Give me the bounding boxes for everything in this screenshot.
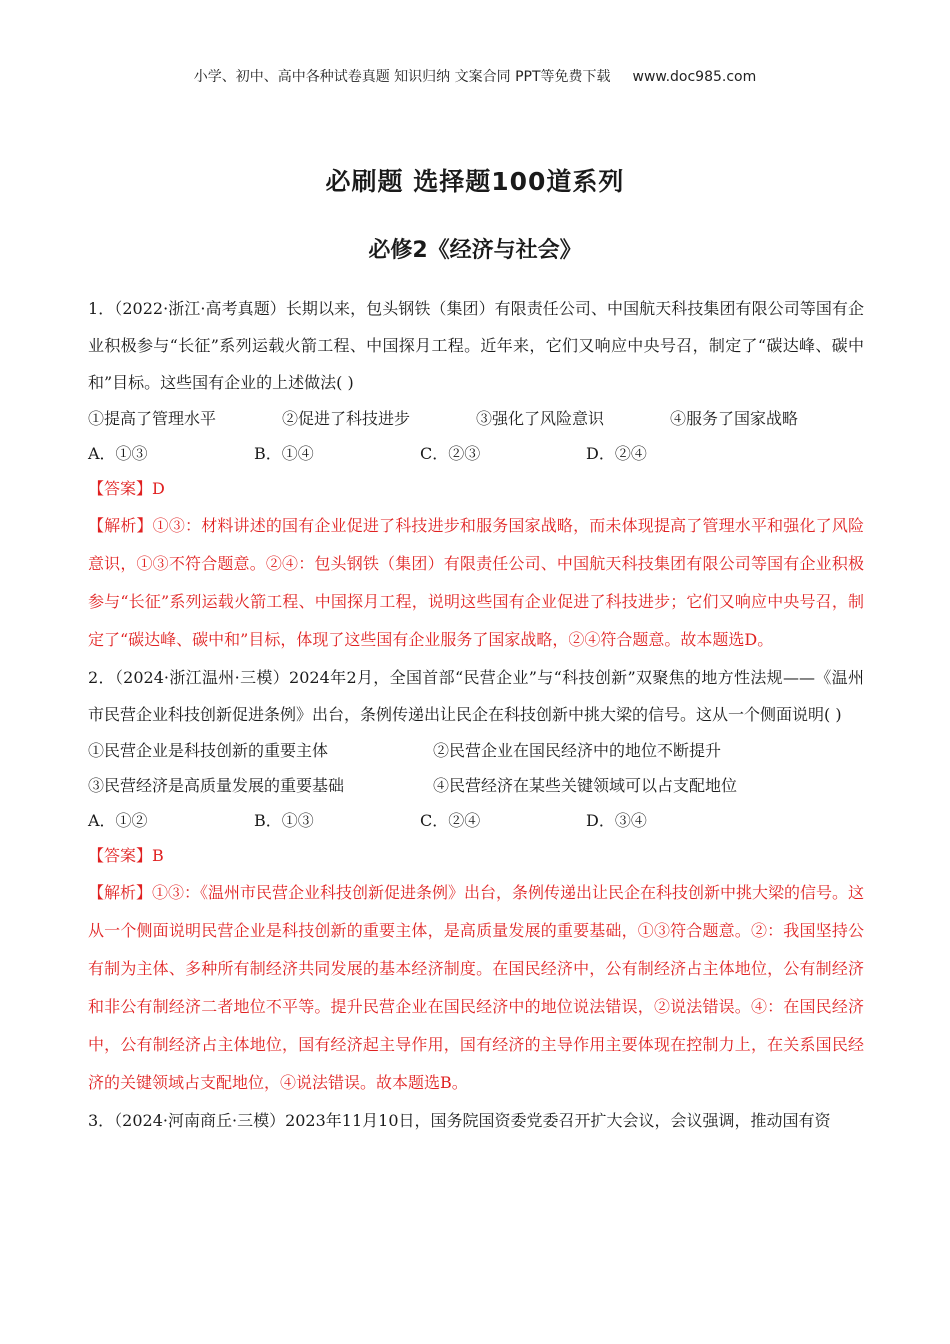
header-text: 小学、初中、高中各种试卷真题 知识归纳 文案合同 PPT等免费下载 — [193, 69, 611, 85]
question-items — [88, 768, 864, 803]
choice-c: C．②③ — [420, 444, 481, 463]
page-subtitle: 必修2《经济与社会》 — [368, 238, 582, 263]
question-list — [88, 290, 864, 1139]
choice-c: C．②④ — [420, 811, 481, 830]
analysis-text: 【解析】①③：材料讲述的国有企业促进了科技进步和服务国家战略，而未体现提高了管理水平和强化了风险意识，①③不符合题意。②④：包头钢铁（集团）有限责任公司、中国航天科技集团有限公司等国有企业积极参与“长征”系列运载火箭工程、中国探月工程，说明这些国有企业促进了科技进步；它们又响应中央号召，制定了“碳达峰、碳中和”目标，体现了这些国有企业服务了国家战略，②④符合题意。故本题选D。 — [88, 516, 864, 649]
choice-b: B．①③ — [254, 811, 314, 830]
question-item: ④服务了国家战略 — [670, 409, 799, 428]
page-title: 必刷题 选择题100道系列 — [325, 167, 625, 196]
question-item: ②促进了科技进步 — [282, 409, 411, 428]
question-stem: 2．（2024·浙江温州·三模）2024年2月，全国首部“民营企业”与“科技创新”双聚焦的地方性法规——《温州市民营企业科技创新促进条例》出台，条例传递出让民企在科技创新中挑大梁的信号。这从一个侧面说明( ) — [88, 668, 864, 724]
question-items — [88, 733, 864, 768]
question-item: ③强化了风险意识 — [476, 409, 605, 428]
page-header — [0, 66, 950, 86]
choice-a: A．①② — [88, 811, 148, 830]
question-items — [88, 401, 864, 436]
choice-a: A．①③ — [88, 444, 148, 463]
header-url[interactable]: www.doc985.com — [632, 69, 757, 85]
choice-b: B．①④ — [254, 444, 314, 463]
choice-d: D．③④ — [586, 811, 647, 830]
answer-text: 【答案】D — [88, 479, 165, 498]
question-item: ④民营经济在某些关键领域可以占支配地位 — [433, 776, 738, 795]
answer-choices — [88, 436, 864, 471]
choice-d: D．②④ — [586, 444, 647, 463]
answer-choices — [88, 803, 864, 838]
question-stem: 3．（2024·河南商丘·三模）2023年11月10日，国务院国资委党委召开扩大会议，会议强调，推动国有资 — [88, 1111, 831, 1130]
answer-text: 【答案】B — [88, 846, 164, 865]
question-item: ③民营经济是高质量发展的重要基础 — [88, 776, 345, 795]
question-item: ①民营企业是科技创新的重要主体 — [88, 741, 329, 760]
question-item: ①提高了管理水平 — [88, 409, 217, 428]
analysis-text: 【解析】①③：《温州市民营企业科技创新促进条例》出台，条例传递出让民企在科技创新中挑大梁的信号。这从一个侧面说明民营企业是科技创新的重要主体，是高质量发展的重要基础，①③符合题意。②：我国坚持公有制为主体、多种所有制经济共同发展的基本经济制度。在国民经济中，公有制经济占主体地位，公有制经济和非公有制经济二者地位不平等。提升民营企业在国民经济中的地位说法错误，②说法错误。④：在国民经济中，公有制经济占主体地位，国有经济起主导作用，国有经济的主导作用主要体现在控制力上，在关系国民经济的关键领域占支配地位，④说法错误。故本题选B。 — [88, 883, 865, 1092]
question-stem: 1．（2022·浙江·高考真题）长期以来，包头钢铁（集团）有限责任公司、中国航天科技集团有限公司等国有企业积极参与“长征”系列运载火箭工程、中国探月工程。近年来，它们又响应中央号召，制定了“碳达峰、碳中和”目标。这些国有企业的上述做法( ) — [88, 299, 864, 392]
question-item: ②民营企业在国民经济中的地位不断提升 — [433, 741, 722, 760]
